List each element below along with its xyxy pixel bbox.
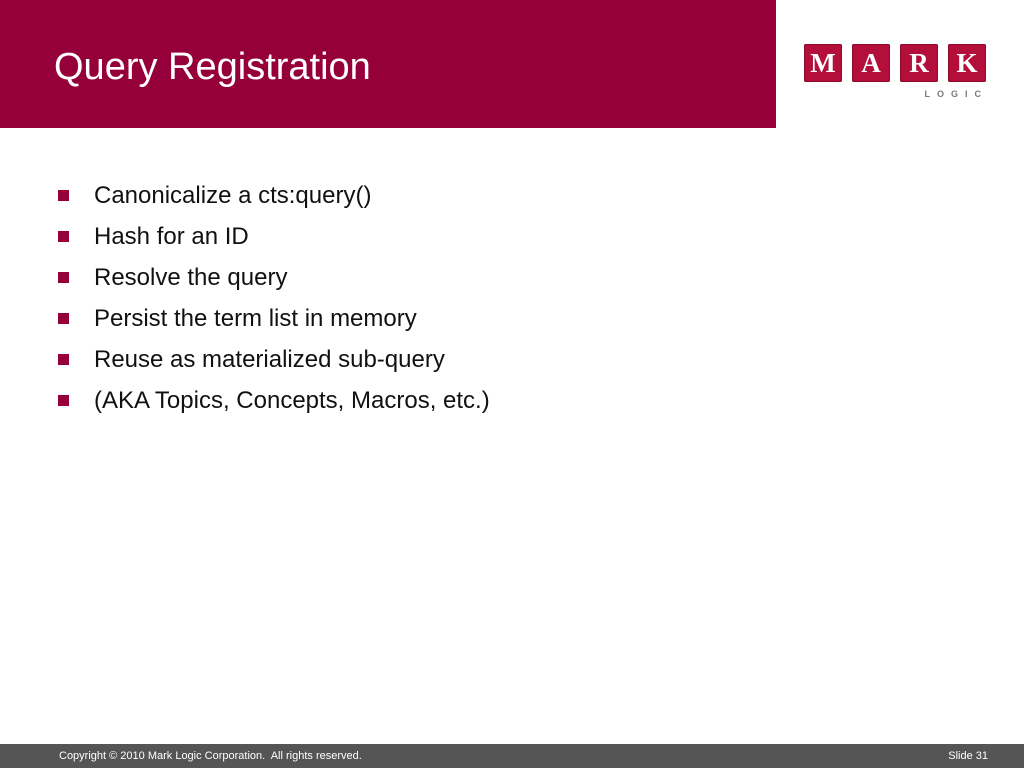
slide-title: Query Registration [54, 46, 371, 88]
logo-letter-tiles [804, 44, 988, 82]
bullet-text: (AKA Topics, Concepts, Macros, etc.) [94, 386, 490, 414]
footer-bar [0, 744, 1024, 768]
bullet-item [58, 380, 490, 421]
bullet-item [58, 339, 490, 380]
bullet-item [58, 257, 490, 298]
title-bar [0, 0, 776, 128]
square-bullet-icon [58, 231, 69, 242]
bullet-text: Persist the term list in memory [94, 304, 417, 332]
bullet-text: Reuse as materialized sub-query [94, 345, 445, 373]
bullet-text: Hash for an ID [94, 222, 249, 250]
bullet-text: Resolve the query [94, 263, 288, 291]
logo-letter-a: A [852, 44, 890, 82]
square-bullet-icon [58, 395, 69, 406]
square-bullet-icon [58, 313, 69, 324]
slide-number: Slide 31 [948, 750, 988, 762]
marklogic-logo [804, 44, 988, 100]
logo-letter-k: K [948, 44, 986, 82]
bullet-item [58, 216, 490, 257]
square-bullet-icon [58, 190, 69, 201]
logo-subtitle: LOGIC [924, 89, 988, 99]
bullet-text: Canonicalize a cts:query() [94, 181, 372, 209]
logo-letter-r: R [900, 44, 938, 82]
square-bullet-icon [58, 354, 69, 365]
bullet-item [58, 175, 490, 216]
bullet-item [58, 298, 490, 339]
bullet-list [58, 175, 490, 421]
square-bullet-icon [58, 272, 69, 283]
copyright-text: Copyright © 2010 Mark Logic Corporation. All rights reserved. [59, 750, 362, 762]
logo-letter-m: M [804, 44, 842, 82]
